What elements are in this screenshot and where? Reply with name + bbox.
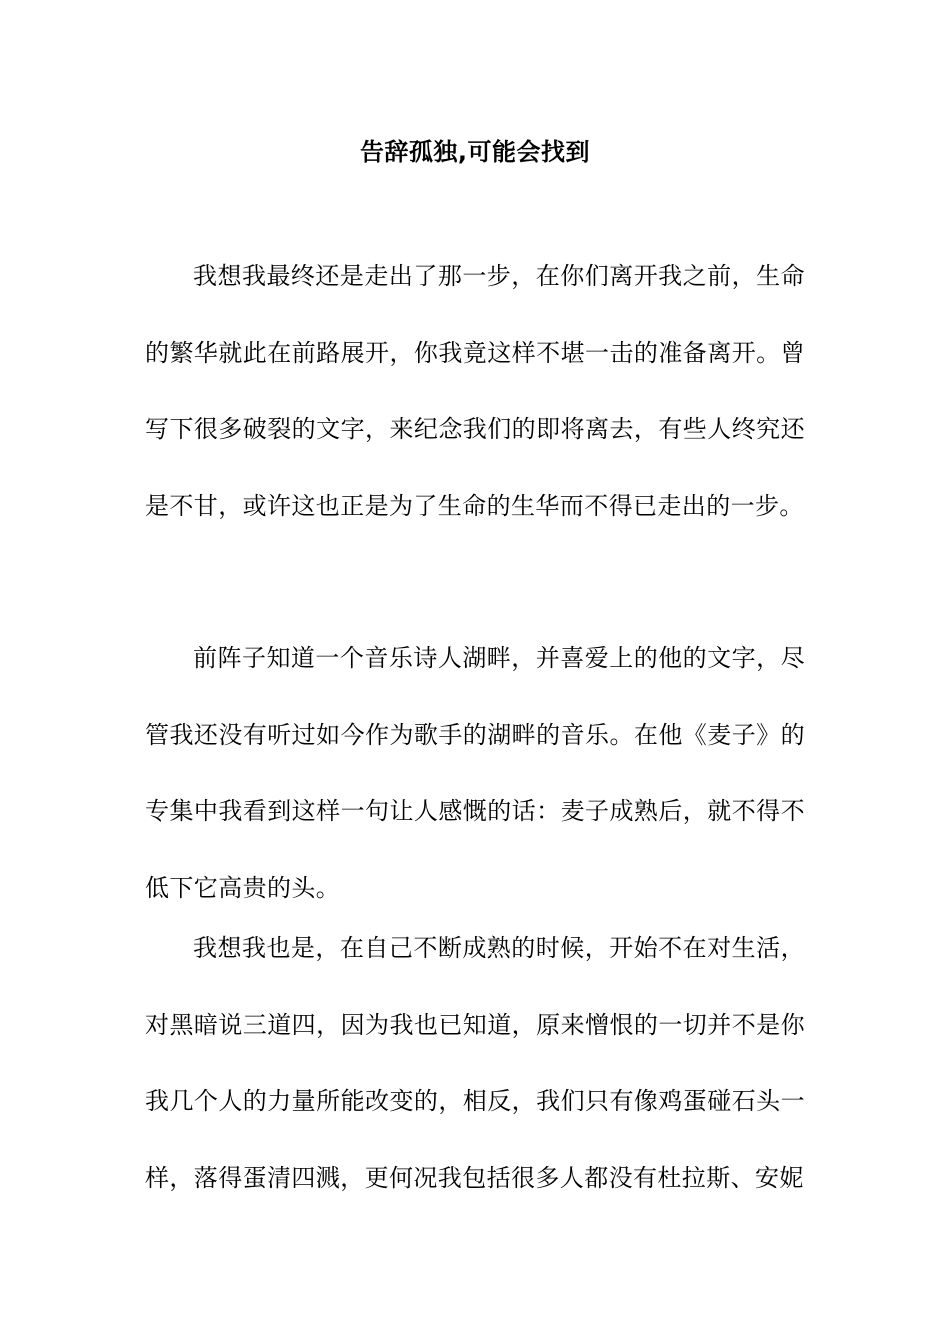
document-title: 告辞孤独,可能会找到 [359, 138, 591, 166]
paragraph-2: 前阵子知道一个音乐诗人湖畔，并喜爱上的他的文字，尽管我还没有听过如今作为歌手的湖畔的音乐。在他《麦子》的专集中我看到这样一句让人感慨的话：麦子成熟后，就不得不低下它高贵的头。 [145, 644, 805, 902]
paragraph-1: 我想我最终还是走出了那一步，在你们离开我之前，生命的繁华就此在前路展开，你我竟这样不堪一击的准备离开。曾写下很多破裂的文字，来纪念我们的即将离去，有些人终究还是不甘，或许这也正是为了生命的生华而不得已走出的一步。 [145, 262, 805, 520]
paragraph-3: 我想我也是，在自己不断成熟的时候，开始不在对生活，对黑暗说三道四，因为我也已知道，原来憎恨的一切并不是你我几个人的力量所能改变的，相反，我们只有像鸡蛋碰石头一样，落得蛋清四溅，更何况我包括很多人都没有杜拉斯、安妮 [145, 934, 805, 1192]
